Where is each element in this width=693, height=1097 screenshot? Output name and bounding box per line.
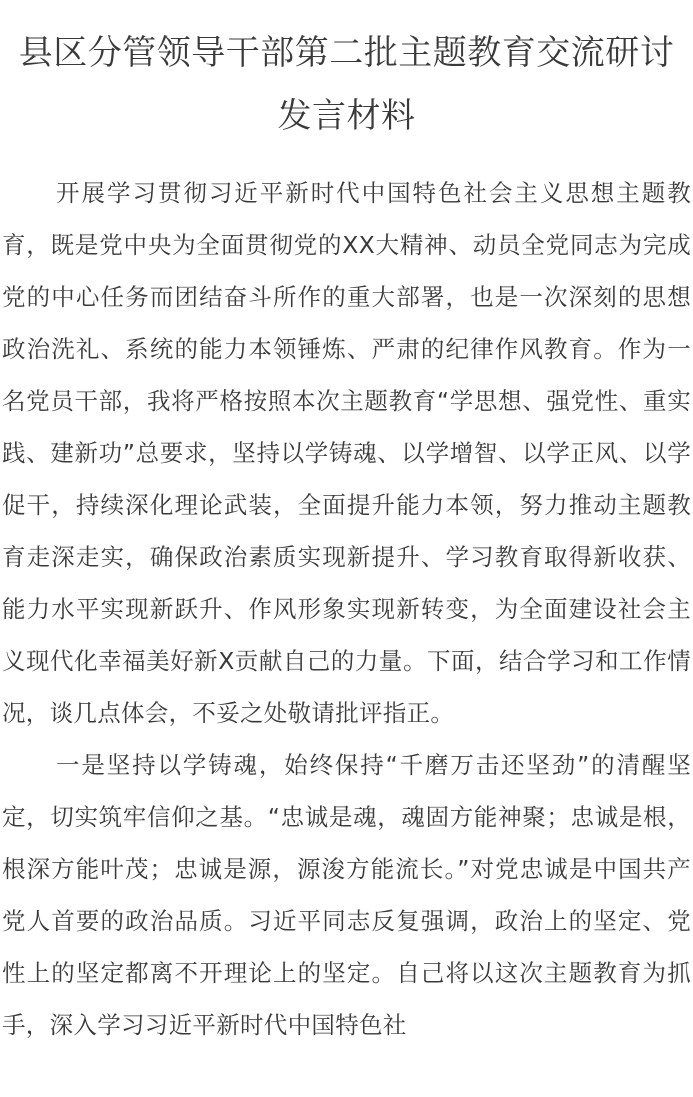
document-body (2, 167, 691, 1051)
title-line-2: 发言材料 (277, 96, 416, 136)
paragraph-intro: 开展学习贯彻习近平新时代中国特色社会主义思想主题教育，既是党中央为全面贯彻党的XX大精神、动员全党同志为完成党的中心任务而团结奋斗所作的重大部署，也是一次深刻的思想政治洗礼、系统的能力本领锤炼、严肃的纪律作风教育。作为一名党员干部，我将严格按照本次主题教育“学思想、强党性、重实践、建新功”总要求，坚持以学铸魂、以学增智、以学正风、以学促干，持续深化理论武装，全面提升能力本领，努力推动主题教育走深走实，确保政治素质实现新提升、学习教育取得新收获、能力水平实现新跃升、作风形象实现新转变，为全面建设社会主义现代化幸福美好新X贡献自己的力量。下面，结合学习和工作情况，谈几点体会，不妥之处敬请批评指正。 (2, 179, 691, 727)
document-title (2, 0, 691, 148)
title-line-1: 县区分管领导干部第二批主题教育交流研讨 (18, 33, 675, 73)
paragraph-point-one: 一是坚持以学铸魂，始终保持“千磨万击还坚劲”的清醒坚定，切实筑牢信仰之基。“忠诚是魂，魂固方能神聚；忠诚是根，根深方能叶茂；忠诚是源，源浚方能流长。”对党忠诚是中国共产党人首要的政治品质。习近平同志反复强调，政治上的坚定、党性上的坚定都离不开理论上的坚定。自己将以这次主题教育为抓手，深入学习习近平新时代中国特色社 (2, 751, 691, 1039)
